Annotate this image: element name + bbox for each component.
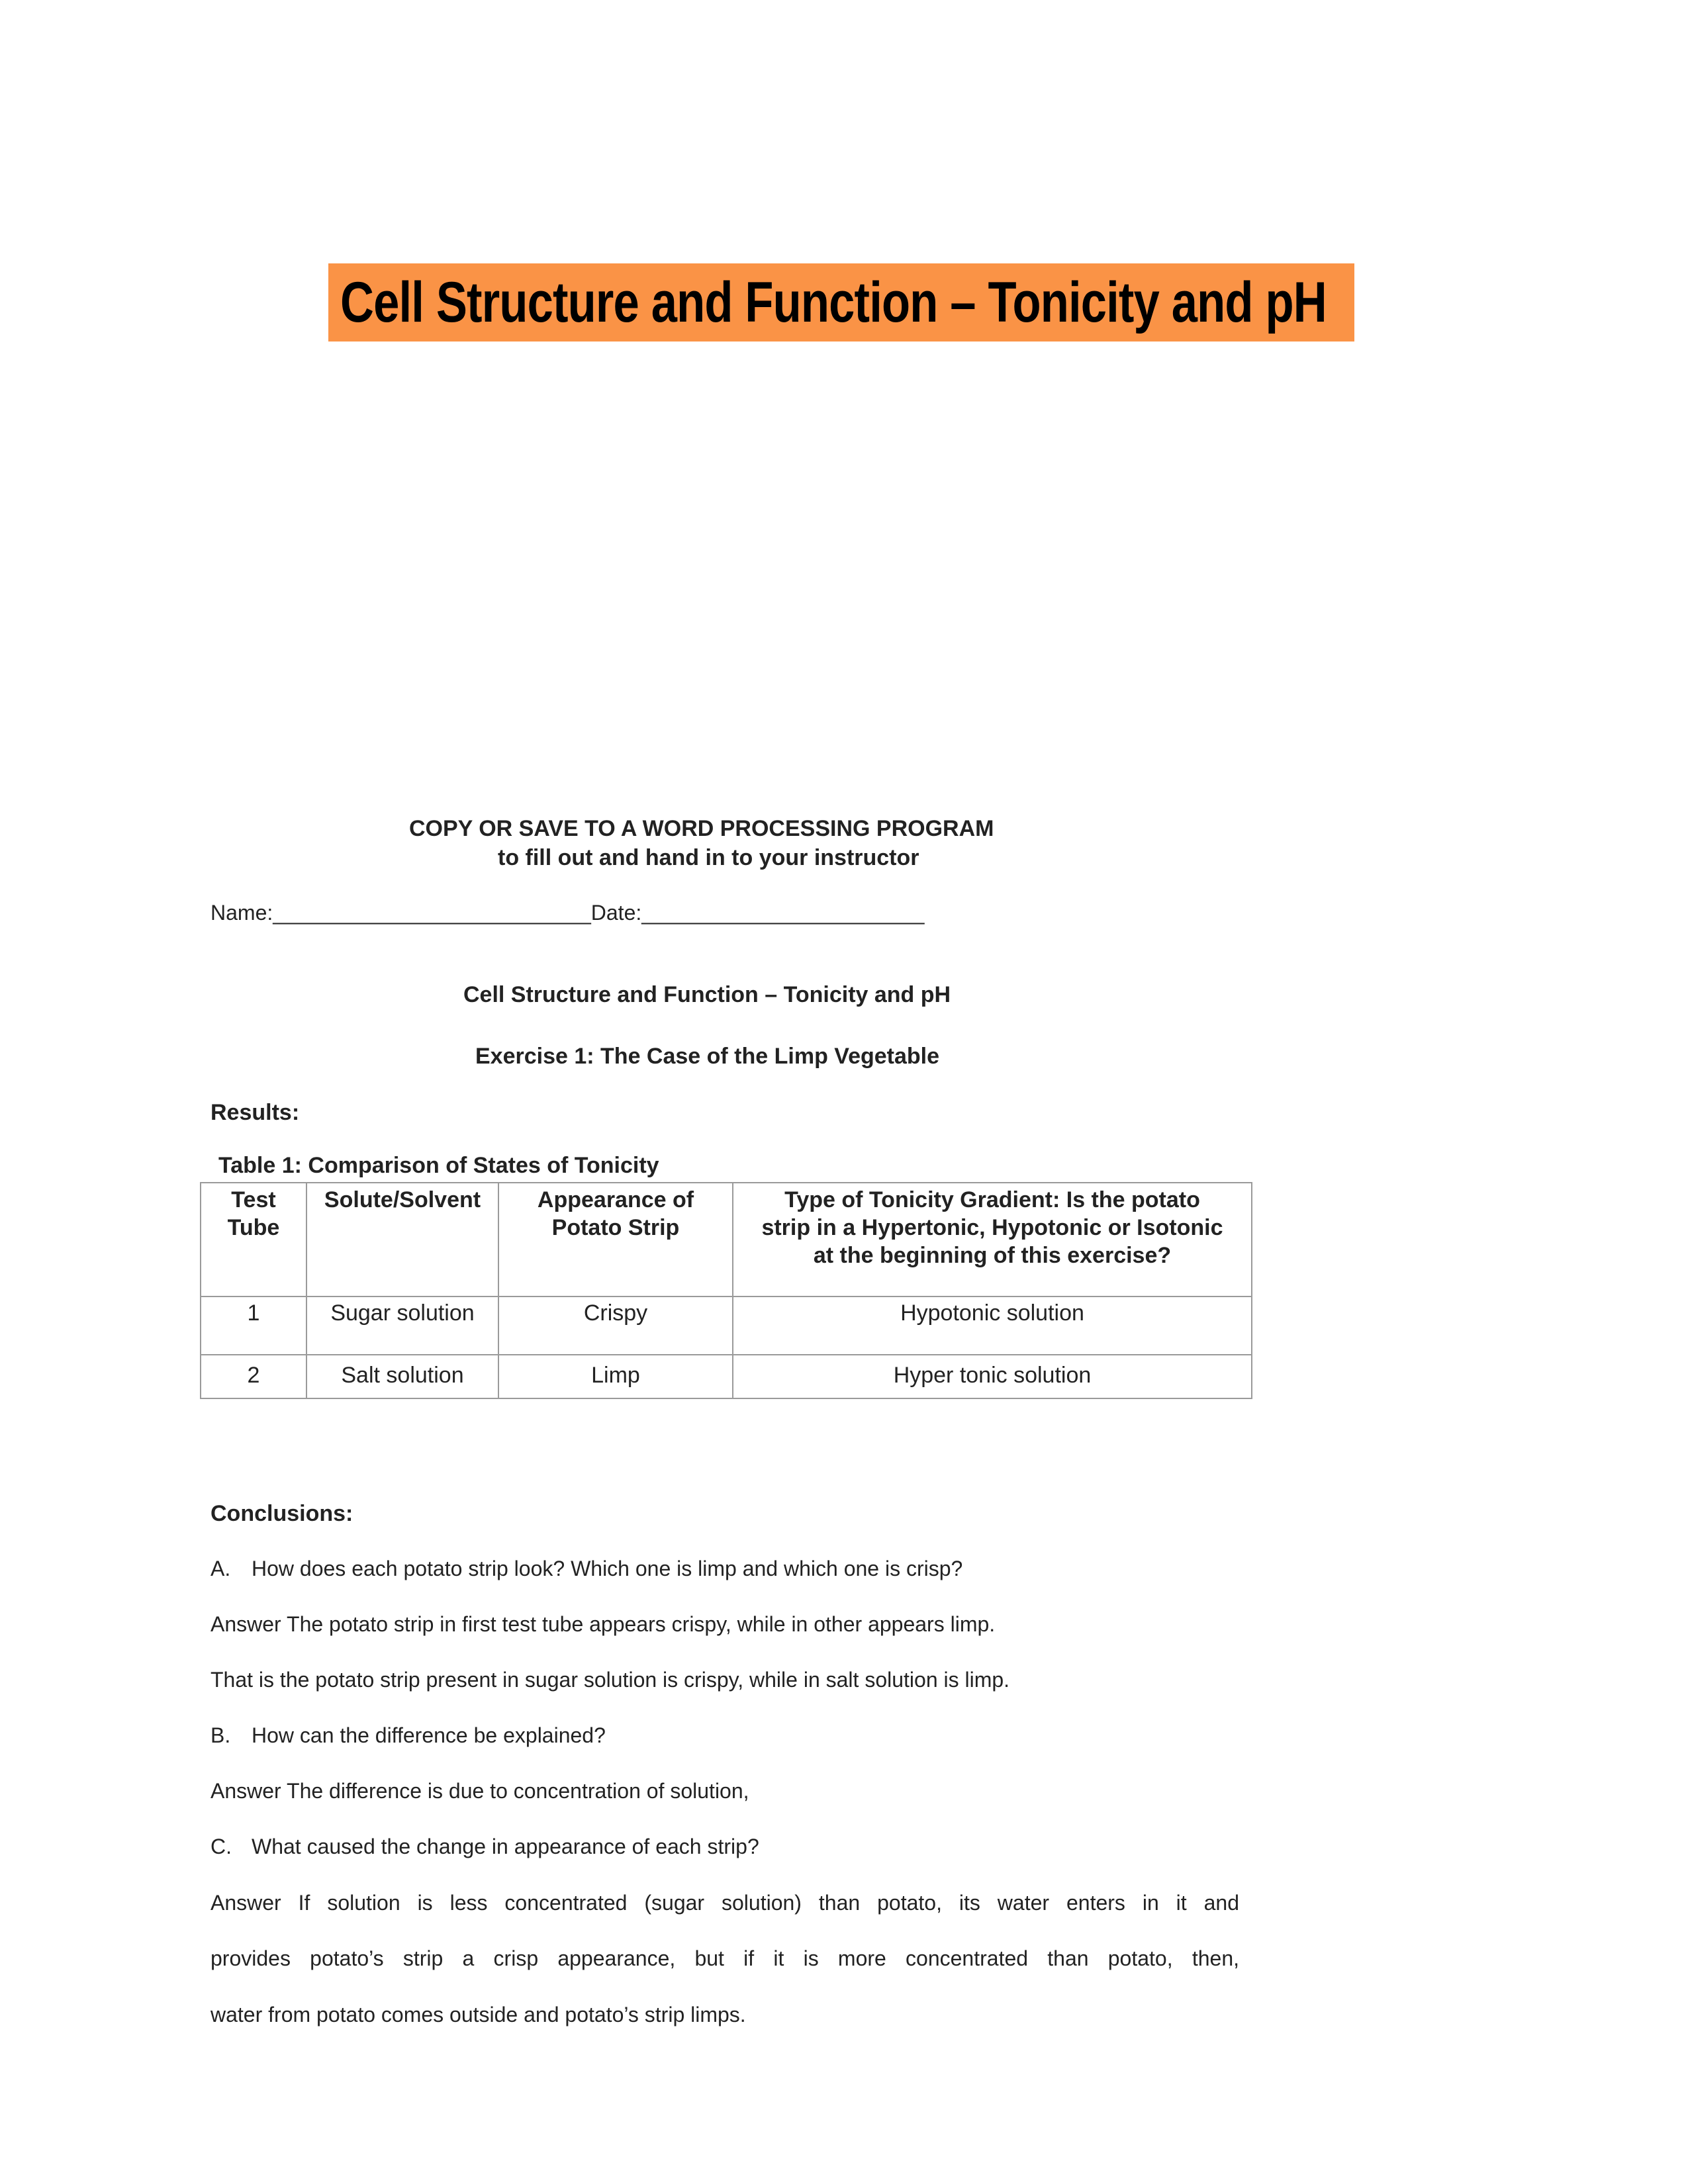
- header-solute-solvent: Solute/Solvent: [306, 1183, 498, 1297]
- banner-title: Cell Structure and Function – Tonicity and pH: [340, 271, 1327, 334]
- question-c: [211, 1835, 759, 1859]
- exercise-heading: Exercise 1: The Case of the Limp Vegetable: [475, 1044, 940, 1069]
- conclusions-heading: Conclusions:: [211, 1501, 353, 1526]
- header-test-tube: Test Tube: [201, 1183, 306, 1297]
- answer-c-line-2: provides potato’s strip a crisp appearance, but if it is more concentrated than potato, then,: [211, 1946, 1239, 1970]
- cell-solute: Salt solution: [306, 1355, 498, 1398]
- table-header-row: [201, 1183, 1252, 1297]
- table-caption: Table 1: Comparison of States of Tonicity: [218, 1153, 659, 1178]
- question-c-text: What caused the change in appearance of each strip?: [252, 1835, 759, 1858]
- answer-c-line-1: Answer If solution is less concentrated (sugar solution) than potato, its water enters in it and: [211, 1891, 1239, 1915]
- cell-gradient: Hypotonic solution: [733, 1297, 1252, 1355]
- header-appearance: Appearance of Potato Strip: [498, 1183, 733, 1297]
- answer-b: Answer The difference is due to concentration of solution,: [211, 1779, 749, 1803]
- question-a-text: How does each potato strip look? Which one is limp and which one is crisp?: [252, 1557, 963, 1580]
- question-c-letter: C.: [211, 1835, 232, 1858]
- question-b-letter: B.: [211, 1723, 231, 1747]
- results-heading: Results:: [211, 1100, 300, 1125]
- instruction-line-1: COPY OR SAVE TO A WORD PROCESSING PROGRAM: [409, 816, 994, 841]
- cell-appearance: Limp: [498, 1355, 733, 1398]
- answer-c-line-3: water from potato comes outside and potato’s strip limps.: [211, 2003, 746, 2026]
- name-date-line: Name:___________________________Date:________________________: [211, 901, 925, 925]
- cell-test-tube: 2: [201, 1355, 306, 1398]
- cell-solute: Sugar solution: [306, 1297, 498, 1355]
- question-a-letter: A.: [211, 1557, 231, 1580]
- question-a: [211, 1557, 962, 1581]
- instruction-line-2: to fill out and hand in to your instructor: [498, 845, 919, 870]
- title-banner: [328, 263, 1354, 341]
- header-tonicity-gradient: Type of Tonicity Gradient: Is the potato strip in a Hypertonic, Hypotonic or Isotonic at the beginning of this exercise?: [733, 1183, 1252, 1297]
- question-b-text: How can the difference be explained?: [252, 1723, 606, 1747]
- table-row: [201, 1355, 1252, 1398]
- table-row: [201, 1297, 1252, 1355]
- answer-a-line-1: Answer The potato strip in first test tube appears crispy, while in other appears limp.: [211, 1612, 996, 1636]
- document-title: Cell Structure and Function – Tonicity and pH: [463, 982, 951, 1007]
- answer-a-line-2: That is the potato strip present in sugar solution is crispy, while in salt solution is limp.: [211, 1668, 1010, 1692]
- question-b: [211, 1723, 606, 1748]
- cell-appearance: Crispy: [498, 1297, 733, 1355]
- tonicity-table: [200, 1182, 1252, 1399]
- cell-test-tube: 1: [201, 1297, 306, 1355]
- cell-gradient: Hyper tonic solution: [733, 1355, 1252, 1398]
